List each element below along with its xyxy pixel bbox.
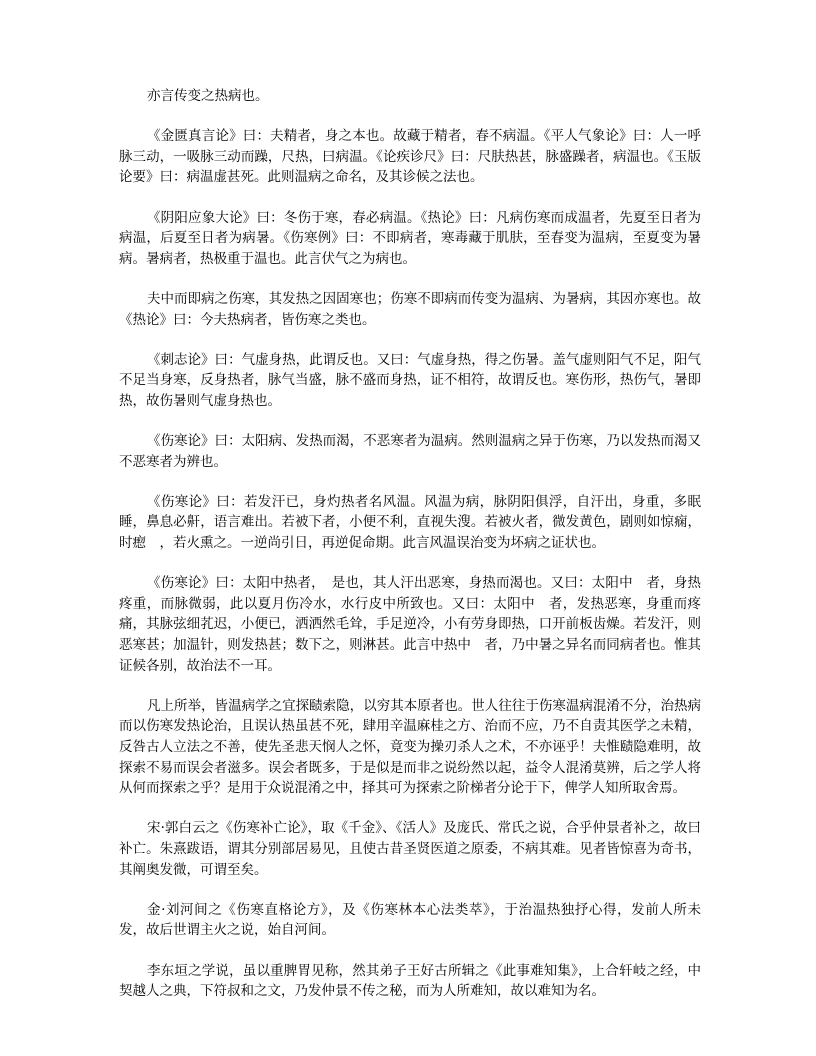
paragraph-12: 李东垣之学说，虽以重脾胃见称，然其弟子王好古所辑之《此事难知集》，上合轩岐之经，中契越人之典，下符叔和之文，乃发仲景不传之秘，而为人所难知，故以难知为名。	[119, 962, 701, 1000]
paragraph-9: 凡上所举，皆温病学之宜探赜索隐，以穷其本原者也。世人往往于伤寒温病混淆不分，治热病而以伤寒发热论治，且误认热虽甚不死，肆用辛温麻桂之方、治而不应，乃不自责其医学之未精，反咎古人立法之不善，使先圣悲天悯人之怀，竟变为操刃杀人之术，不亦诬乎！夫惟赜隐难明，故探索不易而误会者滋多。误会者既多，于是似是而非之说纷然以起，益令人混淆莫辨，后之学人将从何而探索之乎？是用于众说混淆之中，择其可为探索之阶梯者分论于下，俾学人知所取舍焉。	[119, 697, 701, 797]
paragraph-10: 宋·郭白云之《伤寒补亡论》，取《千金》、《活人》及庞氏、常氏之说，合乎仲景者补之，故曰补亡。朱熹跋语，谓其分别部居易见，且使古昔圣贤医道之原委，不病其难。见者皆惊喜为奇书，其阐奥发微，可谓至矣。	[119, 820, 701, 878]
paragraph-3: 《阴阳应象大论》曰：冬伤于寒，春必病温。《热论》曰：凡病伤寒而成温者，先夏至日者为病温，后夏至日者为病暑。《伤寒例》曰：不即病者，寒毒藏于肌肤，至春变为温病，至夏变为暑病。暑病者，热极重于温也。此言伏气之为病也。	[119, 209, 701, 267]
document-page	[119, 86, 701, 1021]
paragraph-11: 金·刘河间之《伤寒直格论方》，及《伤寒林本心法类萃》，于治温热独抒心得，发前人所未发，故后世谓主火之说，始自河间。	[119, 901, 701, 939]
paragraph-7: 《伤寒论》曰：若发汗已，身灼热者名风温。风温为病，脉阴阳俱浮，自汗出，身重，多眠睡，鼻息必鼾，语言难出。若被下者，小便不利，直视失溲。若被火者，微发黄色，剧则如惊痫，时瘛 ，若火熏之。一逆尚引日，再逆促命期。此言风温误治变为坏病之证状也。	[119, 493, 701, 552]
paragraph-4: 夫中而即病之伤寒，其发热之因固寒也；伤寒不即病而传变为温病、为暑病，其因亦寒也。故《热论》曰：今夫热病者，皆伤寒之类也。	[119, 290, 701, 328]
paragraph-5: 《刺志论》曰：气虚身热，此谓反也。又曰：气虚身热，得之伤暑。盖气虚则阳气不足，阳气不足当身寒，反身热者，脉气当盛，脉不盛而身热，证不相符，故谓反也。寒伤形，热伤气，暑即热，故伤暑则气虚身热也。	[119, 351, 701, 409]
paragraph-6: 《伤寒论》曰：太阳病、发热而渴，不恶寒者为温病。然则温病之异于伤寒，乃以发热而渴又不恶寒者为辨也。	[119, 433, 701, 470]
paragraph-2: 《金匮真言论》曰：夫精者，身之本也。故藏于精者，春不病温。《平人气象论》曰：人一呼脉三动，一吸脉三动而躁，尺热，曰病温。《论疾诊尺》曰：尺肤热甚，脉盛躁者，病温也。《玉版论要》曰：病温虚甚死。此则温病之命名，及其诊候之法也。	[119, 128, 701, 186]
paragraph-1: 亦言传变之热病也。	[147, 88, 269, 104]
paragraph-8: 《伤寒论》曰：太阳中热者， 是也，其人汗出恶寒，身热而渴也。又曰：太阳中 者，身热疼重，而脉微弱，此以夏月伤冷水，水行皮中所致也。又曰：太阳中 者，发热恶寒，身重而疼痛，其脉弦细芤迟，小便已，洒洒然毛耸，手足逆冷，小有劳身即热，口开前板齿燥。若发汗，则恶寒甚；加温针，则发热甚；数下之，则淋甚。此言中热中 者，乃中暑之异名而同病者也。惟其证候各别，故治法不一耳。	[119, 575, 701, 674]
